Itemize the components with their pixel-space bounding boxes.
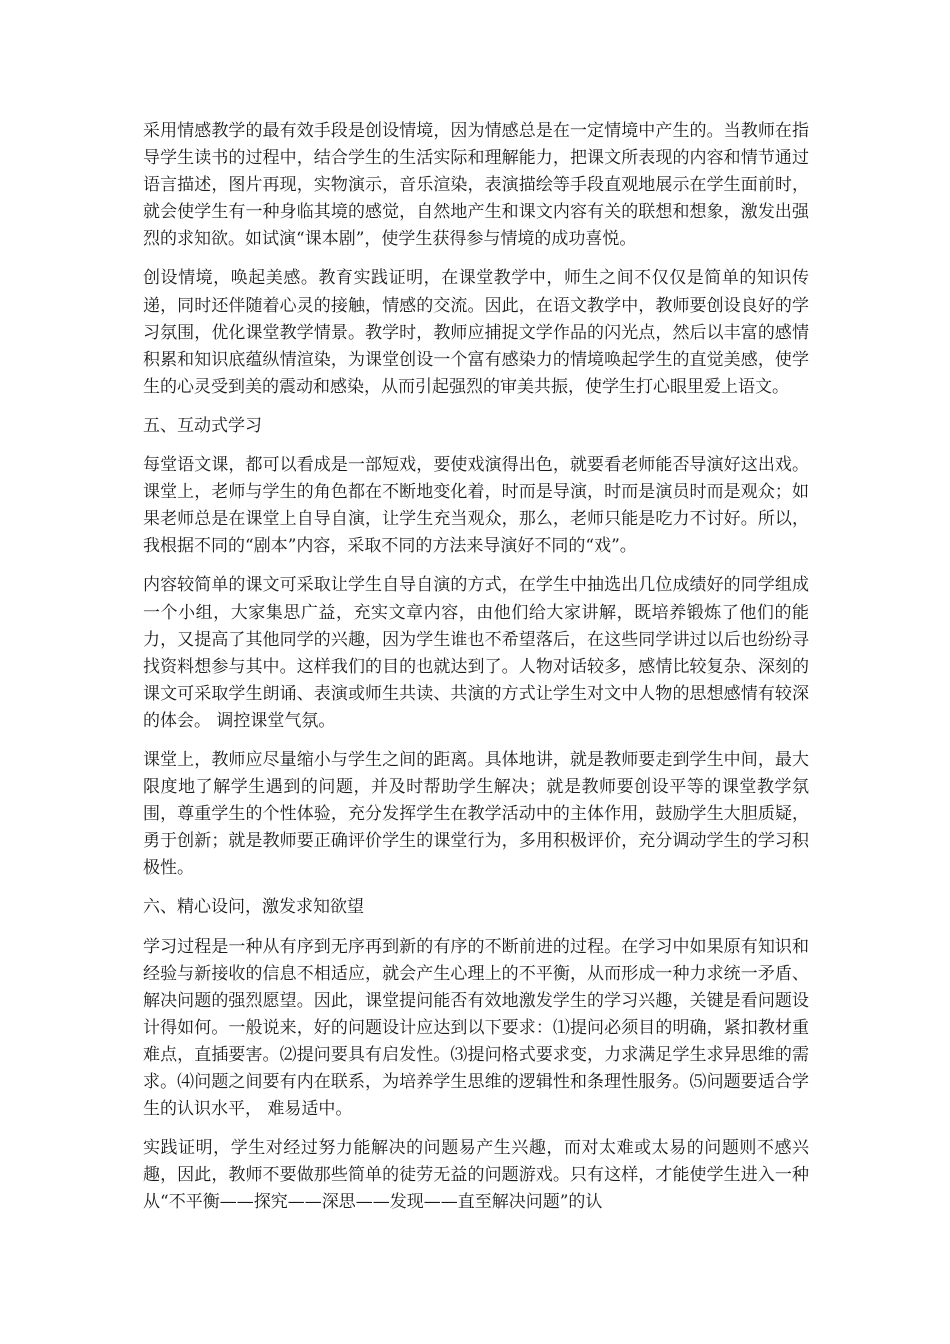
- paragraph: 学习过程是一种从有序到无序再到新的有序的不断前进的过程。在学习中如果原有知识和经验与新接收的信息不相适应，就会产生心理上的不平衡，从而形成一种力求统一矛盾、解决问题的强烈愿望。因此，课堂提问能否有效地激发学生的学习兴趣，关键是看问题设计得如何。一般说来，好的问题设计应达到以下要求：⑴提问必须目的明确，紧扣教材重难点，直插要害。⑵提问要具有启发性。⑶提问格式要求变，力求满足学生求异思维的需求。⑷问题之间要有内在联系，为培养学生思维的逻辑性和条理性服务。⑸问题要适合学生的认识水平， 难易适中。: [143, 936, 809, 1120]
- paragraph: 采用情感教学的最有效手段是创设情境，因为情感总是在一定情境中产生的。当教师在指导学生读书的过程中，结合学生的生活实际和理解能力，把课文所表现的内容和情节通过语言描述，图片再现，实物演示，音乐渲染，表演描绘等手段直观地展示在学生面前时，就会使学生有一种身临其境的感觉，自然地产生和课文内容有关的联想和想象，激发出强烈的求知欲。如试演“课本剧”，使学生获得参与情境的成功喜悦。: [143, 121, 809, 250]
- paragraph: 课堂上，教师应尽量缩小与学生之间的距离。具体地讲，就是教师要走到学生中间，最大限度地了解学生遇到的问题，并及时帮助学生解决；就是教师要创设平等的课堂教学氛围，尊重学生的个性体验，充分发挥学生在教学活动中的主体作用，鼓励学生大胆质疑，勇于创新；就是教师要正确评价学生的课堂行为，多用积极评价，充分调动学生的学习积极性。: [143, 749, 809, 879]
- section-heading: 五、互动式学习: [143, 415, 262, 436]
- paragraph: 创设情境，唤起美感。教育实践证明，在课堂教学中，师生之间不仅仅是简单的知识传递，同时还伴随着心灵的接触，情感的交流。因此，在语文教学中，教师要创设良好的学习氛围，优化课堂教学情景。教学时，教师应捕捉文学作品的闪光点，然后以丰富的感情积累和知识底蕴纵情渲染，为课堂创设一个富有感染力的情境唤起学生的直觉美感，使学生的心灵受到美的震动和感染，从而引起强烈的审美共振，使学生打心眼里爱上语文。: [143, 268, 809, 397]
- paragraph: 内容较简单的课文可采取让学生自导自演的方式，在学生中抽选出几位成绩好的同学组成一个小组，大家集思广益，充实文章内容，由他们给大家讲解，既培养锻炼了他们的能力，又提高了其他同学的兴趣，因为学生谁也不希望落后，在这些同学讲过以后也纷纷寻找资料想参与其中。这样我们的目的也就达到了。人物对话较多，感情比较复杂、深刻的课文可采取学生朗诵、表演或师生共读、共演的方式让学生对文中人物的思想感情有较深的体会。 调控课堂气氛。: [143, 575, 809, 731]
- document-page: [143, 118, 809, 1228]
- section-heading: 六、精心设问，激发求知欲望: [143, 897, 364, 918]
- paragraph: 实践证明，学生对经过努力能解决的问题易产生兴趣，而对太难或太易的问题则不感兴趣，因此，教师不要做那些简单的徒劳无益的问题游戏。只有这样，才能使学生进入一种从“不平衡——探究——深思——发现——直至解决问题”的认: [143, 1138, 809, 1213]
- paragraph: 每堂语文课，都可以看成是一部短戏，要使戏演得出色，就要看老师能否导演好这出戏。课堂上，老师与学生的角色都在不断地变化着，时而是导演，时而是演员时而是观众；如果老师总是在课堂上自导自演，让学生充当观众，那么，老师只能是吃力不讨好。所以，我根据不同的“剧本”内容，采取不同的方法来导演好不同的“戏”。: [143, 455, 809, 557]
